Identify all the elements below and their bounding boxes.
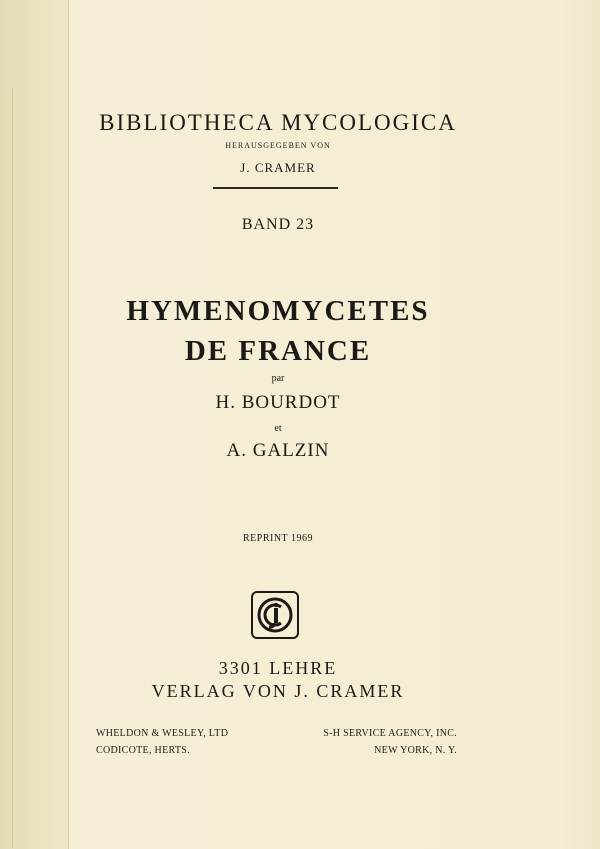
distributor-us-city: NEW YORK, N. Y. — [374, 745, 457, 756]
volume-number: BAND 23 — [241, 216, 315, 233]
editor-name: J. CRAMER — [240, 160, 316, 175]
publisher-name: VERLAG VON J. CRAMER — [151, 681, 405, 701]
distributor-uk — [96, 725, 228, 759]
book-title-line-1: HYMENOMYCETES — [126, 295, 430, 327]
publisher-place: 3301 LEHRE — [218, 658, 338, 678]
author-2: A. GALZIN — [226, 440, 330, 461]
author-1: H. BOURDOT — [215, 392, 341, 413]
par-label: par — [271, 373, 285, 384]
book-title-line-2: DE FRANCE — [184, 335, 372, 367]
series-title: BIBLIOTHECA MYCOLOGICA — [99, 110, 457, 135]
et-label: et — [274, 423, 282, 434]
distributor-us-name: S-H SERVICE AGENCY, INC. — [323, 728, 457, 739]
binding-line — [12, 88, 13, 848]
distributor-uk-name: WHELDON & WESLEY, LTD — [96, 728, 229, 739]
distributor-us — [307, 725, 457, 759]
herausgegeben-label: HERAUSGEGEBEN VON — [225, 141, 331, 150]
distributor-uk-city: CODICOTE, HERTS. — [96, 745, 190, 756]
divider-rule — [213, 187, 338, 189]
reprint-note: REPRINT 1969 — [243, 533, 313, 544]
logo-mark — [255, 595, 295, 635]
cramer-publisher-logo-icon — [251, 591, 299, 639]
